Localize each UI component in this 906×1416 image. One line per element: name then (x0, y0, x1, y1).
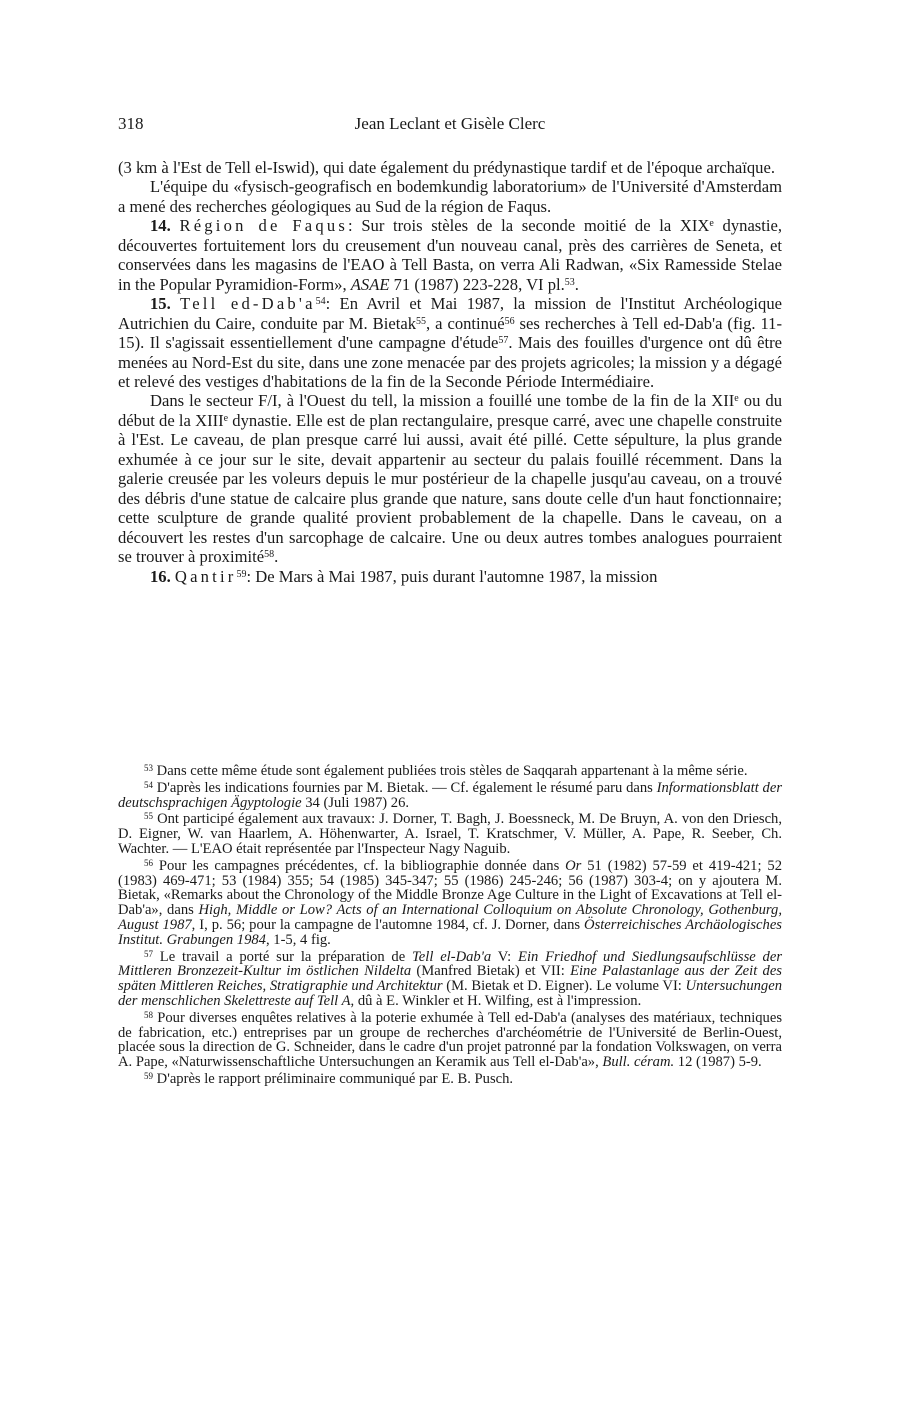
section-text: , a continué (426, 313, 505, 333)
paragraph-text: . (274, 547, 279, 567)
footnote-italic: Eine Palastanlage aus der Zeit des späten Mittleren Reiches, Stratigraphie und Architektur (118, 963, 782, 995)
footnote-text: , dû à E. Winkler et H. Wilfing, est à l'impression. (350, 992, 642, 1009)
superscript: e (223, 412, 229, 424)
section-text: dynastie, découvertes fortuitement lors du creusement d'un nouveau canal, près des carrières de Seneta, et conservées dans les magasins de l'EAO à Tell Basta, on verra Ali Radwan, «Six Ramesside Stelae in the Popular Pyramidion-Form», (118, 216, 782, 294)
footnote-text: , 1-5, 4 fig. (265, 931, 331, 948)
footnote-56 (118, 859, 782, 948)
footnote-text: Ont participé également aux travaux: J. Dorner, T. Bagh, J. Boessneck, M. De Bruyn, A. von den Driesch, D. Eigner, W. van Haarlem, A. Höhenwarter, A. Israel, T. Kratschmer, V. Müller, A. Pape, R. Seeber, Ch. Wachter. — L'EAO était représentée par l'Inspecteur Nagy Naguib. (118, 811, 782, 857)
superscript: e (734, 393, 739, 405)
main-text (118, 158, 782, 586)
paragraph-continued: (3 km à l'Est de Tell el-Iswid), qui date également du prédynastique tardif et de l'époque archaïque. (118, 158, 775, 177)
section-number: 14. (150, 216, 171, 236)
footnote-text: V: (491, 948, 519, 965)
section-text: 71 (1987) 223-228, VI pl. (389, 274, 565, 294)
footnote-text: , I, p. 56; pour la campagne de l'automne 1984, cf. J. Dorner, dans (191, 916, 585, 933)
footnote-59 (118, 1072, 782, 1087)
footnote-text: D'après le rapport préliminaire communiqué par E. B. Pusch. (153, 1070, 514, 1087)
footnote-ref[interactable]: 58 (264, 549, 275, 561)
footnote-ref[interactable]: 55 (416, 315, 426, 327)
footnote-ref[interactable]: 53 (564, 276, 575, 288)
footnote-text: 51 (1982) 57-59 et 419-421; 52 (1983) 469-471; 53 (1984) 355; 54 (1985) 345-347; 55 (1986) 245-246; 56 (1987) 303-4; on y ajoutera M. Bietak, «Remarks about the Chronology of the Middle Bronze Age Culture in the Light of Excavations at Tell el-Dab'a», dans (118, 857, 782, 919)
page-header (118, 114, 782, 140)
section-16 (118, 567, 782, 586)
footnote-mark: 55 (144, 811, 153, 822)
footnote-text: Le travail a porté sur la préparation de (153, 948, 413, 965)
paragraph-text: ou du début de la XIII (118, 391, 782, 430)
section-number: 16. (150, 566, 171, 586)
footnote-text: 34 (Juli 1987) 26. (301, 794, 410, 811)
footnote-58 (118, 1011, 782, 1070)
footnote-italic: Tell el-Dab'a (412, 948, 492, 965)
section-text: : En Avril et Mai 1987, la mission de l'Institut Archéologique Autrichien du Caire, conduite par M. Bietak (118, 294, 783, 333)
footnote-italic: Or (565, 857, 582, 874)
footnotes (118, 764, 782, 1089)
section-text: : De Mars à Mai 1987, puis durant l'automne 1987, la mission (246, 566, 658, 586)
footnote-ref[interactable]: 54 (315, 296, 326, 308)
footnote-ref[interactable]: 56 (504, 315, 515, 327)
paragraph-tomb (118, 391, 782, 566)
footnote-ref[interactable]: 57 (498, 335, 509, 347)
footnote-ref[interactable]: 59 (236, 568, 247, 580)
journal-title: ASAE (350, 274, 390, 294)
footnote-text: Pour diverses enquêtes relatives à la poterie exhumée à Tell ed-Dab'a (analyses des matériaux, techniques de fabrication, etc.) entreprises par un groupe de recherches d'archéométrie de l'Université de Berlin-Ouest, placée sous la direction de G. Schneider, dans le cadre d'un projet patronné par la fondation Volkswagen, on verra A. Pape, «Naturwissenschaftliche Untersuchungen an Keramik aus Tell el-Dab'a», (118, 1009, 782, 1071)
footnote-mark: 57 (144, 948, 153, 959)
footnote-57 (118, 950, 782, 1009)
section-number: 15. (150, 294, 171, 314)
footnote-text: 12 (1987) 5-9. (674, 1054, 762, 1071)
footnote-text: Dans cette même étude sont également publiées trois stèles de Saqqarah appartenant à la même série. (153, 763, 748, 779)
footnote-text: (Manfred Bietak) et VII: (411, 963, 571, 980)
section-heading: Région de Faqus (179, 216, 349, 236)
paragraph-text: Dans le secteur F/I, à l'Ouest du tell, la mission a fouillé une tombe de la fin de la XII (150, 391, 735, 411)
footnote-text: D'après les indications fournies par M. Bietak. — Cf. également le résumé paru dans (153, 779, 657, 796)
section-14 (118, 216, 782, 294)
footnote-italic: High, Middle or Low? Acts of an International Colloquium on Absolute Chronology, Gothenburg, August 1987 (118, 902, 782, 933)
footnote-mark: 56 (144, 857, 153, 868)
footnote-54 (118, 781, 782, 811)
section-heading: Qantir (174, 566, 237, 586)
section-15 (118, 294, 782, 391)
footnote-italic: Untersuchungen der menschlichen Skelettreste auf Tell A (118, 978, 782, 1009)
footnote-mark: 53 (144, 763, 153, 773)
running-title: Jean Leclant et Gisèle Clerc (354, 114, 546, 133)
section-text: : Sur trois stèles de la seconde moitié de la XIX (348, 216, 710, 236)
paragraph-amsterdam: L'équipe du «fysisch-geografisch en bodemkundig laboratorium» de l'Université d'Amsterdam a mené des recherches géologiques au Sud de la région de Faqus. (118, 177, 782, 216)
superscript: e (709, 218, 714, 230)
footnote-italic: Bull. céram. (602, 1054, 675, 1071)
footnote-53 (118, 764, 782, 779)
footnote-italic: Ein Friedhof und Siedlungsaufschlüsse der Mittleren Bronzezeit-Kultur im östlichen Nildelta (118, 948, 782, 980)
footnote-italic: Informationsblatt der deutschsprachigen Ägyptologie (118, 779, 783, 811)
section-text: . (574, 274, 579, 294)
section-text: . Mais des fouilles d'urgence ont dû être menées au Nord-Est du site, dans une zone menacée par des projets agricoles; la mission y a dégagé et relevé des vestiges d'habitations de la fin de la Seconde Période Intermédiaire. (118, 333, 782, 391)
section-heading: Tell ed-Dab'a (180, 294, 316, 314)
footnote-mark: 54 (144, 779, 153, 790)
section-text: ses recherches à Tell ed-Dab'a (fig. 11-15). Il s'agissait essentiellement d'une campagne d'étude (118, 313, 782, 353)
footnote-text: (M. Bietak et D. Eigner). Le volume VI: (442, 978, 686, 995)
page-number: 318 (118, 114, 144, 133)
footnote-55 (118, 812, 782, 856)
footnote-text: Pour les campagnes précédentes, cf. la bibliographie donnée dans (153, 857, 566, 874)
footnote-italic: Österreichisches Archäologisches Institut. Grabungen 1984 (118, 916, 782, 948)
footnote-mark: 59 (144, 1070, 153, 1081)
paragraph-text: dynastie. Elle est de plan rectangulaire, presque carré, avec une chapelle construite à l'Est. Le caveau, de plan presque carré lui aussi, avait été pillé. Cette sépulture, la plus grande exhumée à ce jour sur le site, devait appartenir au secteur du palais fouillé récemment. Dans la galerie creusée par les voleurs depuis le mur postérieur de la chapelle jusqu'au caveau, on a trouvé des débris d'une statue de calcaire plus grande que nature, sans doute celle d'un haut fonctionnaire; cette sculpture de grande qualité provient probablement de la chapelle. Dans le caveau, on a découvert les restes d'un sarcophage de calcaire. Une ou deux autres tombes analogues pourraient se trouver à proximité (118, 410, 782, 567)
footnote-mark: 58 (144, 1009, 153, 1020)
